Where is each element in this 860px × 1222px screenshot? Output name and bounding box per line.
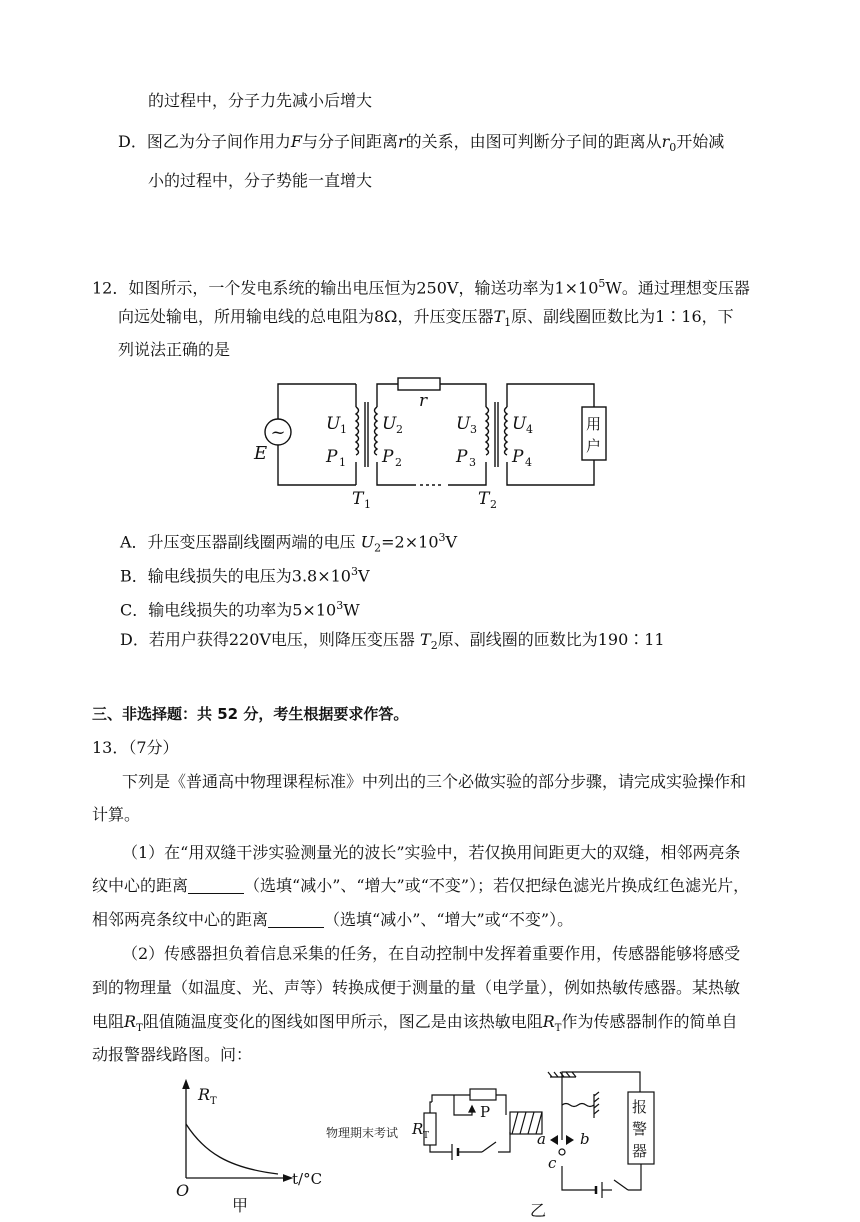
wire [498,1132,510,1152]
section-heading: 三、非选择题：共 52 分，考生根据要求作答。 [92,705,409,723]
q12-option-a [120,527,457,560]
text: 与分子间距离 [301,132,398,151]
x-label: t/°C [292,1170,323,1188]
line-resistor-r [398,378,440,390]
rheostat [470,1089,496,1100]
sub: 4 [526,423,533,436]
sub: 1 [364,498,371,511]
q13-intro-line2: 计算。 [92,805,141,824]
q12-stem-line2 [118,306,734,334]
var-U: U [360,532,375,552]
sup: 3 [336,599,344,612]
text: 原、副线圈的匝数比为190∶11 [437,630,665,649]
text: 纹中心的距离 [92,876,189,895]
q13-part2-line4: 动报警器线路图。问： [92,1045,253,1064]
sub: 1 [504,316,512,330]
var-R: R [542,1012,555,1031]
sub: 3 [469,456,476,469]
sub: 2 [490,498,497,511]
alarm-label-3: 器 [632,1142,648,1160]
q13-intro-line1: 下列是《普通高中物理课程标准》中列出的三个必做实验的部分步骤，请完成实验操作和 [122,772,747,791]
label-T2: T [478,489,490,509]
figure-b-caption: 乙 [530,1201,547,1220]
resistance-curve [186,1124,278,1174]
sup: 5 [598,277,606,290]
label-P2: P [382,447,394,467]
var-R: R [124,1012,137,1031]
label-E: E [254,443,268,464]
q13-part2-line1: （2）传感器担负着信息采集的任务，在自动控制中发挥着重要作用，传感器能够将感受 [122,944,741,963]
q13-part1-line3 [92,909,573,931]
label-P3: P [456,447,468,467]
q12-option-b [120,561,370,587]
label-R: R [412,1120,424,1138]
text: =2×10 [381,532,439,552]
t1-primary-coil [356,407,359,455]
var-T: T [493,307,505,326]
sub: 2 [430,639,438,653]
wire [440,384,486,407]
transmission-circuit-diagram [248,372,618,512]
label-U1: U [326,414,341,434]
figure-b-alarm-circuit [410,1070,672,1222]
figure-a-caption: 甲 [232,1196,249,1215]
wire [562,1166,596,1190]
label-c: c [548,1154,557,1172]
text: V [445,532,458,552]
answer-blank[interactable] [268,911,324,928]
text: D．若用户获得220V电压，则降压变压器 [120,630,415,649]
text: B．输电线损失的电压为3.8×10 [120,566,351,586]
origin-label: O [176,1181,190,1200]
spring [562,1104,594,1107]
text: （选填“减小”、“增大”或“不变”）；若仅把绿色滤光片换成红色滤光片， [244,876,750,895]
mount-hatch [594,1092,599,1114]
sup: 3 [438,531,446,544]
alarm-label-1: 报 [632,1098,648,1116]
sub: 2 [395,456,402,469]
text: 电阻 [92,1012,125,1031]
text: 的关系，由图可判断分子间的距离从 [405,132,662,151]
t2-secondary-coil [505,407,508,455]
q12-stem-line1 [92,273,750,299]
ac-symbol: ~ [270,422,286,443]
q13-part2-line3 [92,1011,737,1040]
q13-part2-line2: 到的物理量（如温度、光、声等）转换成便于测量的量（电学量），例如热敏传感器。某热敏 [92,978,741,997]
text: 相邻两亮条纹中心的距离 [92,910,269,929]
text: 阻值随温度变化的图线如图甲所示，图乙是由该热敏电阻 [142,1012,543,1031]
q11-option-c-tail: 的过程中，分子力先减小后增大 [148,91,373,110]
label-U3: U [456,414,471,434]
label-a: a [537,1130,546,1148]
label-b: b [580,1130,590,1148]
text: W。通过理想变压器 [605,278,750,298]
text: C．输电线损失的功率为5×10 [120,600,337,620]
user-label-2: 户 [586,437,602,455]
wire [278,384,356,419]
var-F: F [290,132,302,151]
var-T: T [420,630,431,649]
sub: 2 [396,423,403,436]
sup: 3 [350,565,358,578]
answer-blank[interactable] [188,877,244,894]
t2-primary-coil [486,407,489,455]
text: 开始减 [676,132,725,151]
wire [430,1145,452,1152]
q11-option-d-line2: 小的过程中，分子势能一直增大 [148,171,373,190]
label-T1: T [352,489,364,509]
slider-arrow [469,1106,475,1112]
sub: T [136,1023,143,1035]
wire [496,1095,506,1115]
label-r: r [419,391,428,411]
q13-part1-line1: （1）在“用双缝干涉实验测量光的波长”实验中，若仅换用间距更大的双缝，相邻两亮条 [122,843,741,862]
var-r0: r [661,132,670,151]
wire [628,1164,641,1190]
y-label: R [198,1085,211,1104]
contact-b [566,1135,574,1145]
alarm-label-2: 警 [632,1120,648,1138]
q12-stem-line3: 列说法正确的是 [118,340,231,359]
sub: 3 [470,423,477,436]
label-U4: U [512,414,527,434]
var-r: r [397,132,406,151]
sub: 1 [340,423,347,436]
label-P4: P [512,447,524,467]
user-label-1: 用 [586,415,602,433]
t1-secondary-coil [375,407,378,455]
label-U2: U [382,414,397,434]
label-R-sub: T [423,1131,430,1141]
switch-blade [482,1142,496,1152]
wire [432,1095,470,1102]
q11-option-d [118,131,724,159]
sub: T [554,1023,562,1035]
label-P: P [480,1103,491,1121]
q13-heading: 13．（7分） [92,738,179,757]
y-label-sub: T [210,1096,217,1107]
text: V [357,566,370,586]
text: W [343,600,360,620]
text: D．图乙为分子间作用力 [118,132,291,151]
watermark-text: 物理期末考试 [326,1126,399,1140]
figure-a-resistance-temperature [168,1074,338,1222]
q12-option-d [120,629,665,657]
q12-option-c [120,595,360,621]
sub: 1 [339,456,346,469]
sub: 0 [669,141,677,155]
text: 向远处输电，所用输电线的总电阻为8Ω，升压变压器 [118,307,494,326]
q13-part1-line2 [92,875,749,897]
wire [430,1102,432,1113]
wire [507,384,594,407]
contact-c [559,1149,565,1155]
wire [377,384,398,407]
text: 作为传感器制作的简单自 [561,1012,738,1031]
text: A．升压变压器副线圈两端的电压 [120,532,356,552]
sub: 4 [525,456,532,469]
text: 12．如图所示，一个发电系统的输出电压恒为250V，输送功率为1×10 [92,278,599,298]
alarm-switch [614,1180,628,1190]
contact-a [550,1135,558,1145]
text: 原、副线圈匝数比为1∶16，下 [511,307,734,326]
label-P1: P [326,447,338,467]
sub: 2 [374,541,382,555]
text: （选填“减小”、“增大”或“不变”）。 [324,910,574,929]
